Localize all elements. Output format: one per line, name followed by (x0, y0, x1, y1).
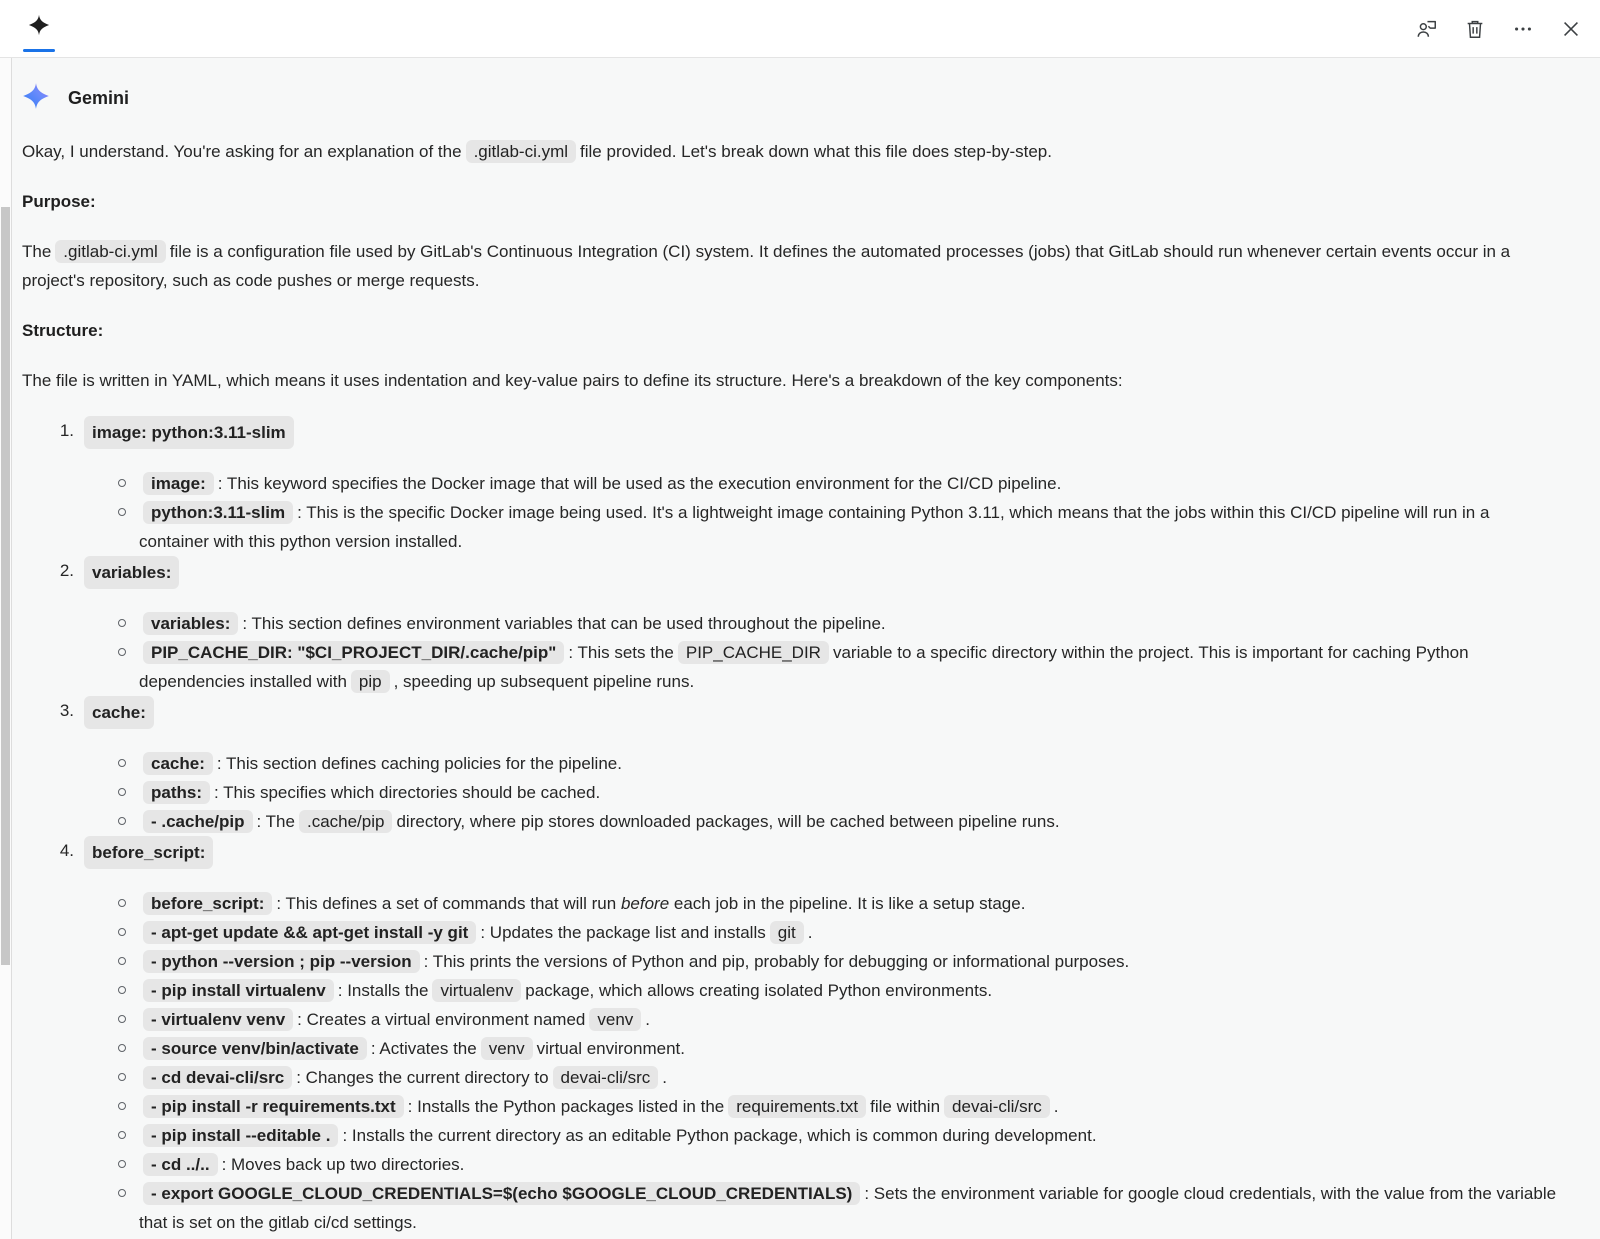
inline-code: paths: (143, 781, 210, 804)
bullet-marker-icon (118, 1015, 126, 1023)
text-run: : This prints the versions of Python and pip, probably for debugging or informational purposes. (423, 952, 1130, 971)
bullet-marker-icon (118, 1160, 126, 1168)
inline-code: git (770, 921, 804, 944)
bullet-marker-icon (118, 788, 126, 796)
inline-code: - cd ../.. (143, 1153, 218, 1176)
bullet-text (139, 1179, 1558, 1237)
bullet-item (118, 609, 1558, 638)
text-run: The (22, 242, 52, 261)
inline-code: image: python:3.11-slim (84, 416, 294, 449)
active-tab-indicator (23, 49, 55, 52)
inline-code: cache: (84, 696, 154, 729)
bullet-text (139, 1005, 1558, 1034)
bullet-sublist (22, 889, 1558, 1237)
inline-code: venv (589, 1008, 641, 1031)
inline-code: variables: (84, 556, 179, 589)
bullet-marker-icon (118, 619, 126, 627)
bullet-text (139, 498, 1558, 556)
bullet-text (139, 1034, 1558, 1063)
text-run: Okay, I understand. You're asking for an explanation of the (22, 142, 462, 161)
text-run: . (662, 1068, 668, 1087)
text-run: : This sets the (568, 643, 674, 662)
section-heading: Structure: (22, 321, 104, 340)
bullet-marker-icon (118, 479, 126, 487)
inline-code: - source venv/bin/activate (143, 1037, 367, 1060)
text-run: : Updates the package list and installs (480, 923, 766, 942)
bullet-item (118, 1063, 1558, 1092)
trash-icon (1464, 18, 1486, 40)
assistant-message (22, 137, 1558, 1237)
text-run: : Creates a virtual environment named (297, 1010, 586, 1029)
delete-button[interactable] (1464, 18, 1486, 40)
bullet-item (118, 889, 1558, 918)
bullet-marker-icon (118, 759, 126, 767)
list-item-title (22, 836, 1558, 869)
bullet-item (118, 778, 1558, 807)
text-run: , speeding up subsequent pipeline runs. (393, 672, 695, 691)
bullet-text (139, 638, 1558, 696)
bullet-marker-icon (118, 1073, 126, 1081)
bullet-item (118, 498, 1558, 556)
inline-code: PIP_CACHE_DIR: "$CI_PROJECT_DIR/.cache/pip" (143, 641, 564, 664)
inline-code: cache: (143, 752, 213, 775)
text-run: file is a configuration file used by GitLab's Continuous Integration (CI) system. It defines the automated processes (jobs) that GitLab should run whenever certain events occur in a project's repository, such as code pushes or merge requests. (22, 242, 1511, 290)
list-item-number: 4. (59, 841, 74, 860)
paragraph (22, 366, 1558, 395)
bullet-marker-icon (118, 899, 126, 907)
toolbar-actions (1416, 0, 1582, 57)
bullet-text (139, 609, 1558, 638)
bullet-sublist (22, 469, 1558, 556)
bullet-item (118, 1034, 1558, 1063)
bullet-marker-icon (118, 986, 126, 994)
text-run: virtual environment. (536, 1039, 685, 1058)
gemini-logo-icon (22, 81, 50, 116)
bullet-marker-icon (118, 508, 126, 516)
bullet-marker-icon (118, 648, 126, 656)
inline-code: - cd devai-cli/src (143, 1066, 292, 1089)
bullet-marker-icon (118, 928, 126, 936)
text-run: : This is the specific Docker image being used. It's a lightweight image containing Python 3.11, which means that the jobs within this CI/CD pipeline will run in a container with this python version installed. (139, 503, 1490, 551)
bullet-sublist (22, 609, 1558, 696)
inline-code: - pip install --editable . (143, 1124, 338, 1147)
chat-content (12, 57, 1600, 1239)
bullet-item (118, 1092, 1558, 1121)
inline-code: PIP_CACHE_DIR (678, 641, 829, 664)
inline-code: devai-cli/src (553, 1066, 659, 1089)
inline-code: requirements.txt (728, 1095, 866, 1118)
list-item-title (22, 416, 1558, 449)
bullet-text (139, 1092, 1558, 1121)
text-run: directory, where pip stores downloaded packages, will be cached between pipeline runs. (396, 812, 1060, 831)
bullet-text (139, 1063, 1558, 1092)
inline-code: variables: (143, 612, 238, 635)
bullet-text (139, 1150, 1558, 1179)
close-icon (1560, 18, 1582, 40)
text-run: : Installs the Python packages listed in the (407, 1097, 725, 1116)
bullet-text (139, 1121, 1558, 1150)
inline-code: pip (351, 670, 390, 693)
bullet-text (139, 749, 1558, 778)
text-run: variable to a specific directory within the project. This is important for caching Python dependencies installed with (139, 643, 1469, 691)
bullet-text (139, 807, 1558, 836)
assistant-header (22, 57, 1558, 116)
text-run: : Installs the current directory as an editable Python package, which is common during development. (342, 1126, 1097, 1145)
inline-code: .gitlab-ci.yml (55, 240, 165, 263)
bullet-item (118, 1179, 1558, 1237)
bullet-item (118, 749, 1558, 778)
close-button[interactable] (1560, 18, 1582, 40)
list-item-number: 1. (59, 421, 74, 440)
text-run: : Sets the environment variable for google cloud credentials, with the value from the variable that is set on the gitlab ci/cd settings. (139, 1184, 1557, 1232)
inline-code: - pip install -r requirements.txt (143, 1095, 404, 1118)
header-toolbar (0, 0, 1600, 58)
bullet-text (139, 469, 1558, 498)
list-item-title (22, 556, 1558, 589)
inline-code: virtualenv (432, 979, 521, 1002)
inline-code: image: (143, 472, 214, 495)
inline-code: - virtualenv venv (143, 1008, 293, 1031)
bullet-marker-icon (118, 1131, 126, 1139)
gemini-tab[interactable] (21, 10, 57, 54)
text-run: . (1053, 1097, 1059, 1116)
inline-code: .gitlab-ci.yml (466, 140, 576, 163)
text-run: . (807, 923, 813, 942)
text-run: : Changes the current directory to (296, 1068, 549, 1087)
bullet-marker-icon (118, 1044, 126, 1052)
bullet-item (118, 947, 1558, 976)
bullet-marker-icon (118, 1102, 126, 1110)
text-run: each job in the pipeline. It is like a setup stage. (669, 894, 1026, 913)
paragraph (22, 237, 1558, 295)
bullet-item (118, 1121, 1558, 1150)
inline-code: .cache/pip (299, 810, 393, 833)
more-options-button[interactable] (1512, 18, 1534, 40)
text-run: file provided. Let's break down what this file does step-by-step. (580, 142, 1052, 161)
text-run: : This section defines environment variables that can be used throughout the pipeline. (242, 614, 886, 633)
text-run: package, which allows creating isolated Python environments. (525, 981, 993, 1000)
inline-code: - apt-get update && apt-get install -y git (143, 921, 476, 944)
inline-code: before_script: (143, 892, 272, 915)
numbered-list (22, 416, 1558, 1237)
text-run: : This keyword specifies the Docker image that will be used as the execution environment for the CI/CD pipeline. (217, 474, 1062, 493)
bullet-text (139, 947, 1558, 976)
assistant-name: Gemini (68, 88, 130, 108)
text-run: : Activates the (370, 1039, 477, 1058)
ellipsis-icon (1512, 18, 1534, 40)
scrollbar-thumb[interactable] (1, 207, 10, 965)
inline-code: before_script: (84, 836, 213, 869)
bullet-marker-icon (118, 1189, 126, 1197)
left-pane-scrollbar (0, 57, 12, 1239)
text-run: : This section defines caching policies for the pipeline. (216, 754, 622, 773)
text-run: : Moves back up two directories. (221, 1155, 465, 1174)
bullet-item (118, 1005, 1558, 1034)
bullet-item (118, 976, 1558, 1005)
bullet-text (139, 778, 1558, 807)
gemini-spark-icon (21, 12, 57, 38)
bullet-text (139, 889, 1558, 918)
paragraph (22, 137, 1558, 166)
text-run: file within (870, 1097, 941, 1116)
list-item-number: 2. (59, 561, 74, 580)
inline-code: - python --version ; pip --version (143, 950, 420, 973)
feedback-icon (1416, 18, 1438, 40)
inline-code: python:3.11-slim (143, 501, 293, 524)
list-item-title (22, 696, 1558, 729)
list-item-number: 3. (59, 701, 74, 720)
text-run: The file is written in YAML, which means it uses indentation and key-value pairs to define its structure. Here's a breakdown of the key components: (22, 371, 1123, 390)
text-run: : The (256, 812, 295, 831)
inline-code: devai-cli/src (944, 1095, 1050, 1118)
bullet-item (118, 807, 1558, 836)
text-run: before (620, 894, 670, 913)
bullet-item (118, 469, 1558, 498)
bullet-item (118, 638, 1558, 696)
bullet-marker-icon (118, 957, 126, 965)
inline-code: venv (481, 1037, 533, 1060)
text-run: : Installs the (337, 981, 429, 1000)
bullet-text (139, 976, 1558, 1005)
bullet-sublist (22, 749, 1558, 836)
bullet-marker-icon (118, 817, 126, 825)
section-heading: Purpose: (22, 192, 96, 211)
text-run: : This specifies which directories should be cached. (214, 783, 601, 802)
inline-code: - .cache/pip (143, 810, 253, 833)
bullet-item (118, 918, 1558, 947)
inline-code: - pip install virtualenv (143, 979, 334, 1002)
feedback-button[interactable] (1416, 18, 1438, 40)
bullet-text (139, 918, 1558, 947)
bullet-item (118, 1150, 1558, 1179)
inline-code: - export GOOGLE_CLOUD_CREDENTIALS=$(echo $GOOGLE_CLOUD_CREDENTIALS) (143, 1182, 860, 1205)
text-run: : This defines a set of commands that will run (276, 894, 621, 913)
text-run: . (645, 1010, 651, 1029)
